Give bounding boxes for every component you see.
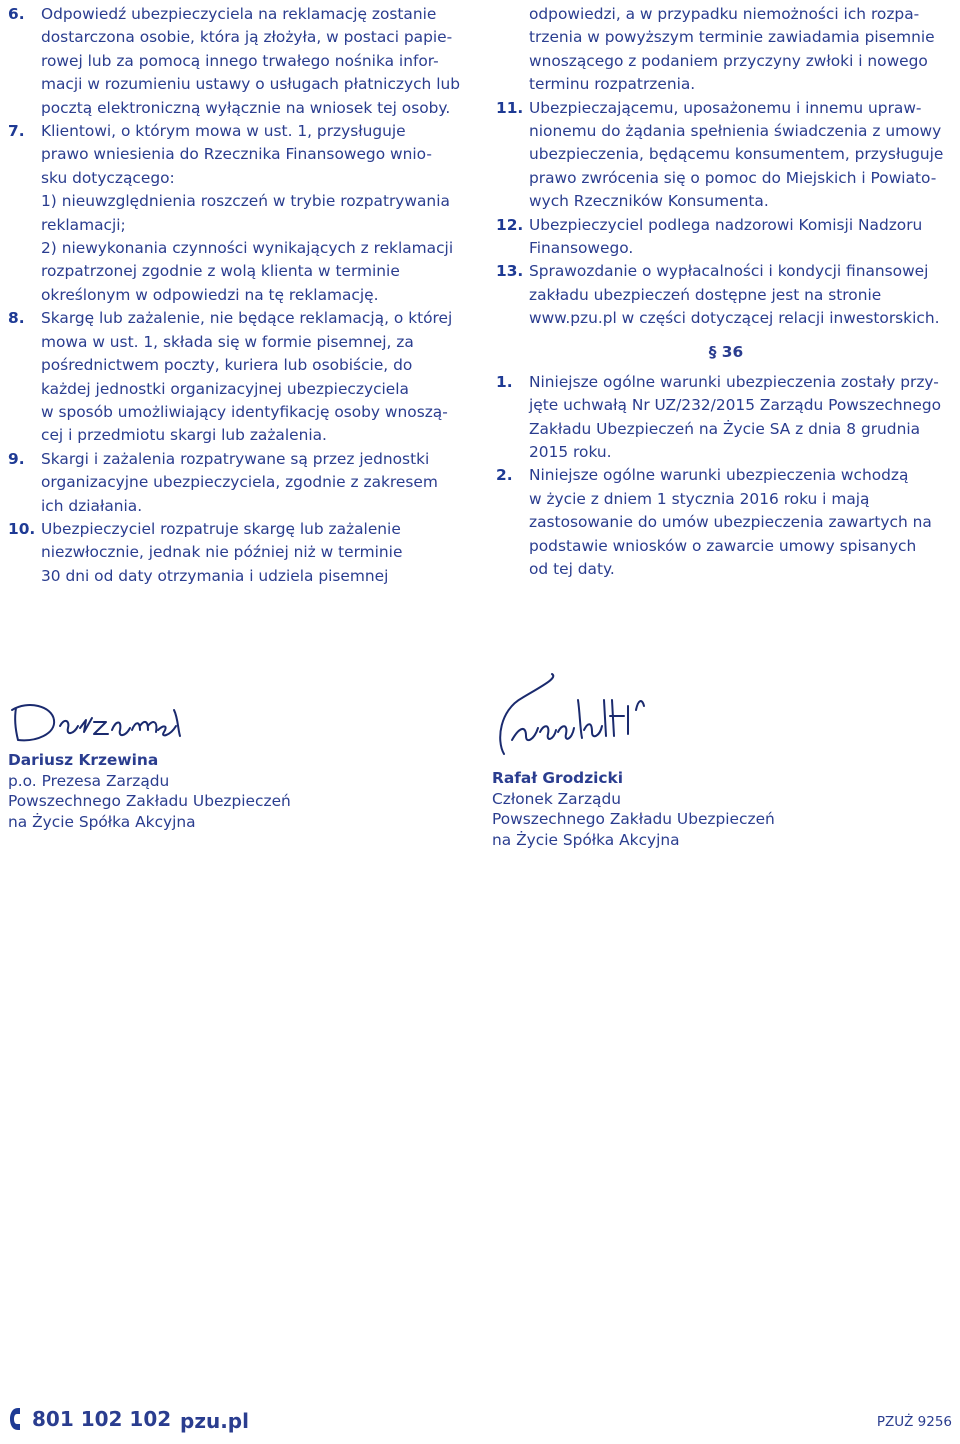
clause-line: www.pzu.pl w części dotyczącej relacji inwestorskich. — [529, 309, 940, 328]
signatory-role: Członek Zarządu — [492, 789, 621, 808]
clause-10-continuation — [496, 3, 956, 97]
clause-line: prawo wniesienia do Rzecznika Finansowego wnio- — [41, 145, 432, 164]
clause-line: w sposób umożliwiający identyfikację osoby wnoszą- — [41, 402, 448, 421]
clause-line: cej i przedmiotu skargi lub zażalenia. — [41, 426, 327, 445]
handwritten-signature — [492, 670, 692, 760]
signatory-org: Powszechnego Zakładu Ubezpieczeń — [492, 810, 775, 828]
signatory-org: na Życie Spółka Akcyjna — [492, 830, 680, 849]
clause-9 — [8, 448, 478, 518]
clause-number: 8. — [8, 309, 25, 328]
subpoint-line: reklamacji; — [41, 215, 126, 234]
clause-line: Niniejsze ogólne warunki ubezpieczenia zostały przy- — [529, 372, 939, 391]
clause-line: sku dotyczącego: — [41, 168, 175, 187]
clause-6 — [8, 3, 478, 120]
phone-contact[interactable] — [8, 1406, 171, 1432]
clause-line: Ubezpieczyciel rozpatruje skargę lub zażalenie — [41, 519, 401, 538]
clause-line: każdej jednostki organizacyjnej ubezpieczyciela — [41, 379, 409, 398]
clause-number: 9. — [8, 449, 25, 468]
clause-line: pocztą elektroniczną wyłącznie na wniosek tej osoby. — [41, 98, 451, 117]
subpoint-line: określonym w odpowiedzi na tę reklamację. — [41, 285, 379, 304]
signatory-org: na Życie Spółka Akcyjna — [8, 812, 196, 831]
clause-line: ubezpieczenia, będącemu konsumentem, przysługuje — [529, 145, 944, 164]
clause-13 — [496, 260, 956, 330]
clause-line: wnoszącego z podaniem przyczyny zwłoki i nowego — [529, 51, 928, 70]
signature-block-right — [492, 670, 852, 850]
subpoint-line: 2) niewykonania czynności wynikających z reklamacji — [41, 239, 454, 258]
clause-line: ich działania. — [41, 496, 143, 515]
clause-line: Niniejsze ogólne warunki ubezpieczenia wchodzą — [529, 466, 909, 485]
clause-line: mowa w ust. 1, składa się w formie pisemnej, za — [41, 332, 414, 351]
clause-line: 2015 roku. — [529, 442, 612, 461]
clause-number: 6. — [8, 5, 25, 23]
clause-line: terminu rozpatrzenia. — [529, 75, 696, 94]
clause-line: zastosowanie do umów ubezpieczenia zawartych na — [529, 513, 932, 532]
signatory-org: Powszechnego Zakładu Ubezpieczeń — [8, 792, 291, 810]
clause-number: 7. — [8, 122, 25, 141]
clause-line: Zakładu Ubezpieczeń na Życie SA z dnia 8 grudnia — [529, 419, 921, 438]
left-column — [8, 3, 478, 588]
clause-line: Ubezpieczającemu, uposażonemu i innemu upraw- — [529, 98, 922, 117]
clause-number: 2. — [496, 466, 513, 485]
subpoint-line: 1) nieuwzględnienia roszczeń w trybie rozpatrywania — [41, 192, 450, 211]
signatory-role: p.o. Prezesa Zarządu — [8, 771, 170, 790]
clause-line: odpowiedzi, a w przypadku niemożności ich rozpa- — [529, 5, 920, 23]
clause-line: trzenia w powyższym terminie zawiadamia pisemnie — [529, 28, 935, 47]
clause-line: rowej lub za pomocą innego trwałego nośnika infor- — [41, 51, 439, 70]
clause-number: 11. — [496, 98, 524, 117]
signatory-name: Rafał Grodzicki — [492, 769, 624, 787]
clause-line: Klientowi, o którym mowa w ust. 1, przysługuje — [41, 122, 406, 141]
clause-line: niezwłocznie, jednak nie później niż w terminie — [41, 543, 403, 562]
clause-10 — [8, 518, 478, 588]
clause-line: w życie z dniem 1 stycznia 2016 roku i mają — [529, 489, 870, 508]
clause-line: Sprawozdanie o wypłacalności i kondycji finansowej — [529, 262, 929, 281]
phone-handset-icon — [8, 1406, 26, 1432]
website-link[interactable]: pzu.pl — [180, 1409, 249, 1433]
clause-line: Skargi i zażalenia rozpatrywane są przez jednostki — [41, 449, 430, 468]
clause-line: od tej daty. — [529, 559, 615, 578]
phone-number: 801 102 102 — [32, 1407, 172, 1431]
clause-line: Odpowiedź ubezpieczyciela na reklamację zostanie — [41, 5, 437, 23]
section-heading: § 36 — [708, 342, 744, 361]
clause-number: 13. — [496, 262, 524, 281]
clause-line: zakładu ubezpieczeń dostępne jest na stronie — [529, 285, 882, 304]
clause-12 — [496, 214, 956, 261]
section-36-clause-2 — [496, 464, 956, 581]
clause-line: organizacyjne ubezpieczyciela, zgodnie z zakresem — [41, 473, 438, 492]
signatory-name: Dariusz Krzewina — [8, 751, 159, 769]
clause-line: dostarczona osobie, która ją złożyła, w postaci papie- — [41, 28, 453, 47]
page-footer — [0, 1406, 960, 1444]
clause-8 — [8, 307, 478, 447]
clause-line: Ubezpieczyciel podlega nadzorowi Komisji Nadzoru — [529, 215, 923, 234]
clause-line: Finansowego. — [529, 239, 634, 258]
clause-line: macji w rozumieniu ustawy o usługach płatniczych lub — [41, 75, 461, 94]
clause-line: nionemu do żądania spełnienia świadczenia z umowy — [529, 122, 942, 141]
clause-line: pośrednictwem poczty, kuriera lub osobiście, do — [41, 356, 413, 375]
clause-line: Skargę lub zażalenie, nie będące reklamacją, o której — [41, 309, 453, 328]
clause-7 — [8, 120, 478, 307]
signature-block-left — [8, 690, 308, 832]
right-column — [496, 3, 956, 581]
clause-line: wych Rzeczników Konsumenta. — [529, 192, 769, 211]
clause-line: prawo zwrócenia się o pomoc do Miejskich i Powiato- — [529, 168, 937, 187]
subpoint-line: rozpatrzonej zgodnie z wolą klienta w terminie — [41, 262, 400, 281]
document-code: PZUŻ 9256 — [876, 1414, 952, 1430]
clause-line: jęte uchwałą Nr UZ/232/2015 Zarządu Powszechnego — [529, 396, 942, 415]
clause-number: 1. — [496, 372, 513, 391]
clause-line: 30 dni od daty otrzymania i udziela pisemnej — [41, 566, 389, 585]
clause-number: 12. — [496, 215, 524, 234]
handwritten-signature — [8, 690, 208, 750]
clause-11 — [496, 97, 956, 214]
clause-number: 10. — [8, 519, 36, 538]
section-36-clause-1 — [496, 371, 956, 465]
clause-line: podstawie wniosków o zawarcie umowy spisanych — [529, 536, 917, 555]
